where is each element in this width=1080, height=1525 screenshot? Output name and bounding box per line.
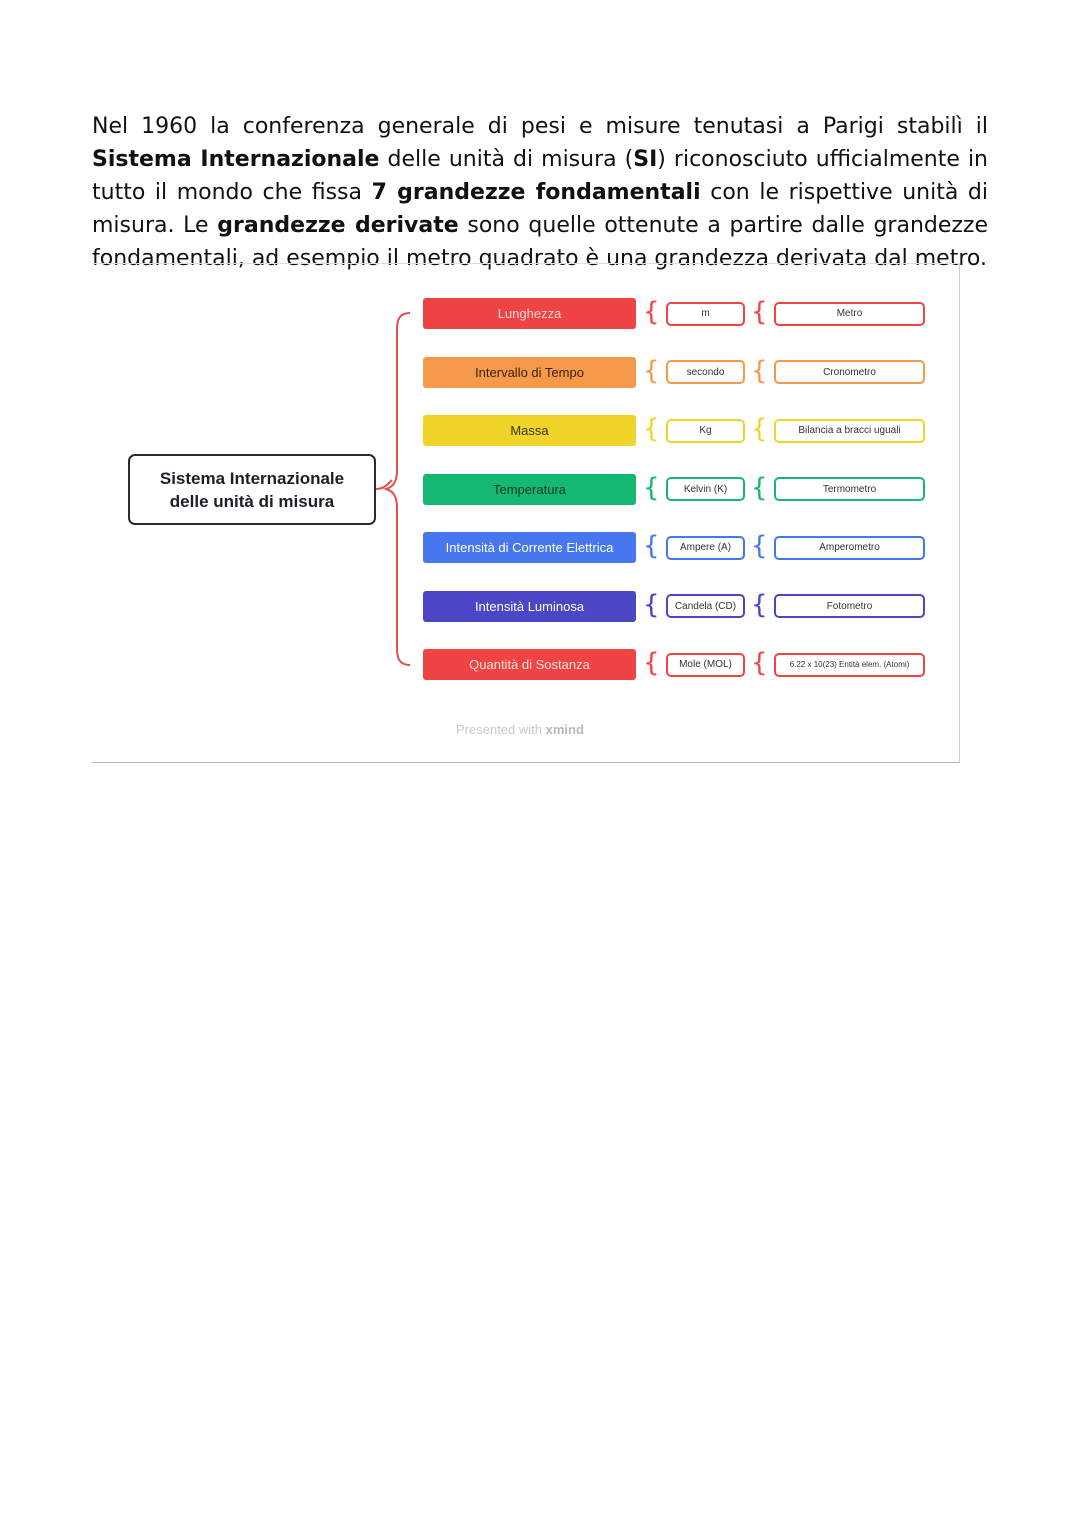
brace-connector-icon: { <box>751 472 768 503</box>
instrument-node-intensita-luminosa: Fotometro <box>774 594 925 618</box>
unit-node-intensita-luminosa: Candela (CD) <box>666 594 745 618</box>
brace-connector-icon: { <box>643 472 660 503</box>
unit-node-intensita-di-corrente-elettrica: Ampere (A) <box>666 536 745 560</box>
quantity-node-massa: Massa <box>423 415 636 446</box>
quantity-node-temperatura: Temperatura <box>423 474 636 505</box>
unit-node-quantita-di-sostanza: Mole (MOL) <box>666 653 745 677</box>
brace-connector-icon: { <box>751 297 768 327</box>
instrument-node-temperatura: Termometro <box>774 477 925 501</box>
unit-node-lunghezza: m <box>666 302 745 326</box>
instrument-node-lunghezza: Metro <box>774 302 925 326</box>
instrument-node-quantita-di-sostanza: 6.22 x 10(23) Entità elem. (Atomi) <box>774 653 925 677</box>
brace-connector-icon: { <box>643 648 660 678</box>
brace-connector-icon: { <box>751 355 768 386</box>
quantity-node-intervallo-di-tempo: Intervallo di Tempo <box>423 357 636 388</box>
quantity-node-lunghezza: Lunghezza <box>423 298 636 329</box>
quantity-node-intensita-luminosa: Intensità Luminosa <box>423 591 636 622</box>
xmind-credit: Presented with xmind <box>456 722 584 737</box>
intro-paragraph: Nel 1960 la conferenza generale di pesi e misure tenutasi a Parigi stabilì il Sistema Internazionale delle unità di misura (SI) riconosciuto ufficialmente in tutto il mondo che fissa 7 grandezze fondamentali con le rispettive unità di misura. Le grandezze derivate sono quelle ottenute a partire dalle grandezze fondamentali, ad esempio il metro quadrato è una grandezza derivata dal metro. <box>92 114 989 271</box>
root-node <box>128 454 376 525</box>
root-title-line1: Sistema Internazionale <box>159 468 345 488</box>
root-title-line2: delle unità di misura <box>169 491 335 511</box>
instrument-node-intensita-di-corrente-elettrica: Amperometro <box>774 536 925 560</box>
instrument-node-massa: Bilancia a bracci uguali <box>774 419 925 443</box>
quantity-node-quantita-di-sostanza: Quantità di Sostanza <box>423 649 636 680</box>
brace-connector-icon: { <box>643 297 660 327</box>
unit-node-massa: Kg <box>666 419 745 443</box>
brace-connector-icon: { <box>751 531 768 561</box>
main-bracket <box>386 313 410 665</box>
brace-connector-icon: { <box>643 531 660 561</box>
brace-connector-icon: { <box>643 589 660 620</box>
brace-connector-icon: { <box>751 648 768 678</box>
brace-connector-icon: { <box>751 589 768 620</box>
brace-connector-icon: { <box>643 355 660 386</box>
brace-connector-icon: { <box>643 414 660 444</box>
brace-connector-icon: { <box>751 414 768 444</box>
instrument-node-intervallo-di-tempo: Cronometro <box>774 360 925 384</box>
unit-node-temperatura: Kelvin (K) <box>666 477 745 501</box>
unit-node-intervallo-di-tempo: secondo <box>666 360 745 384</box>
quantity-node-intensita-di-corrente-elettrica: Intensità di Corrente Elettrica <box>423 532 636 563</box>
